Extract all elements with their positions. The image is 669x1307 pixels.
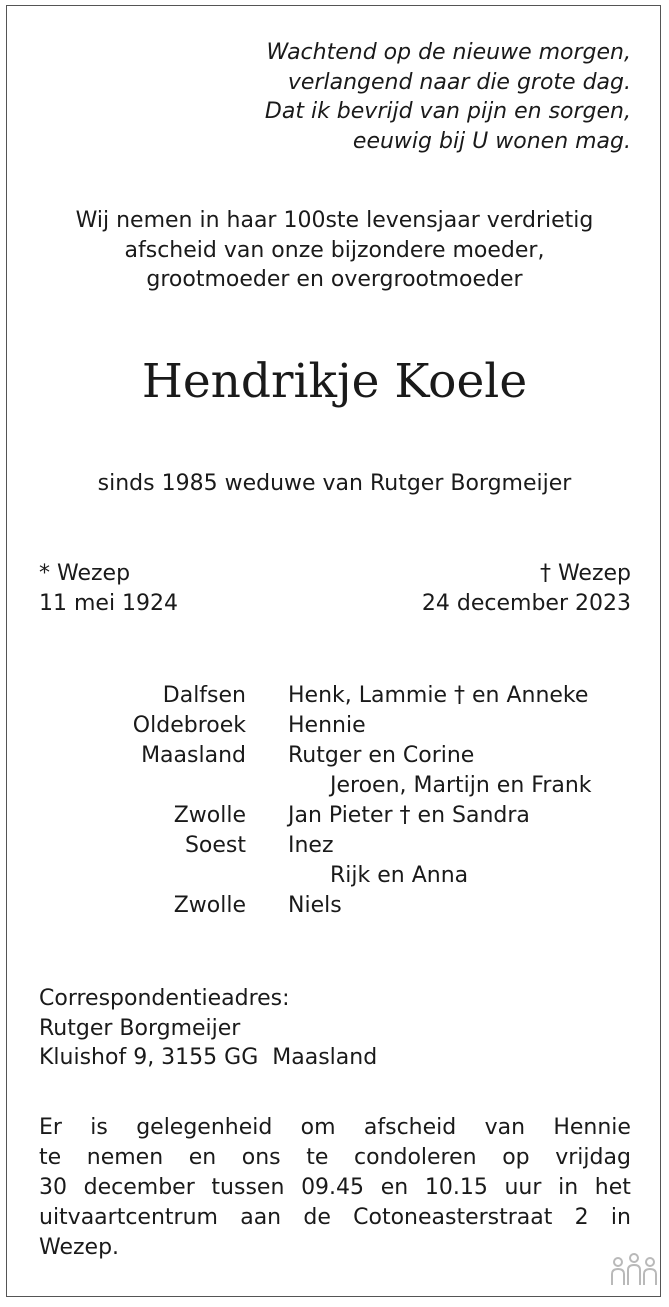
death-info <box>422 559 631 618</box>
closing-word: 09.45 <box>301 1175 365 1200</box>
family-list <box>0 681 669 921</box>
family-place: Zwolle <box>173 803 246 828</box>
correspondence-name: Rutger Borgmeijer <box>39 1015 241 1041</box>
family-row <box>0 711 669 741</box>
closing-word: en <box>188 1145 217 1170</box>
poem-line: eeuwig bij U wonen mag. <box>352 128 631 154</box>
intro-line: grootmoeder en overgrootmoeder <box>146 267 523 292</box>
closing-word: ons <box>241 1145 281 1170</box>
closing-word: gelegenheid <box>136 1115 273 1140</box>
closing-word: tussen <box>211 1175 285 1200</box>
closing-word: nemen <box>86 1145 164 1170</box>
closing-word: Cotoneasterstraat <box>353 1205 553 1230</box>
closing-line <box>39 1203 631 1233</box>
closing-word: uitvaartcentrum <box>39 1205 218 1230</box>
family-place: Maasland <box>141 743 246 768</box>
closing-line <box>39 1143 631 1173</box>
family-place: Zwolle <box>173 893 246 918</box>
birth-date: 11 mei 1924 <box>39 590 179 616</box>
family-names: Jan Pieter † en Sandra <box>288 803 530 828</box>
death-date: 24 december 2023 <box>421 590 631 616</box>
family-row <box>0 771 669 801</box>
closing-word: vrijdag <box>555 1145 631 1170</box>
family-names: Hennie <box>288 713 366 738</box>
intro-line: Wij nemen in haar 100ste levensjaar verdrietig <box>75 208 594 233</box>
family-row <box>0 681 669 711</box>
closing-word: aan <box>240 1205 282 1230</box>
family-row <box>0 801 669 831</box>
correspondence-heading: Correspondentieadres: <box>39 986 290 1011</box>
family-place: Oldebroek <box>132 713 246 738</box>
birth-place: * Wezep <box>39 561 131 586</box>
people-group-icon <box>609 1253 659 1287</box>
closing-word: is <box>90 1115 108 1140</box>
death-place: † Wezep <box>539 561 631 586</box>
closing-word: Er <box>39 1115 62 1140</box>
closing-word: in <box>610 1205 631 1230</box>
closing-word: afscheid <box>363 1115 457 1140</box>
family-place: Soest <box>184 833 246 858</box>
family-row <box>0 831 669 861</box>
correspondence-address <box>39 984 377 1073</box>
family-names: Henk, Lammie † en Anneke <box>288 683 589 708</box>
closing-word: te <box>39 1145 62 1170</box>
closing-line: Wezep. <box>39 1235 120 1260</box>
poem <box>265 38 631 156</box>
intro-text <box>0 206 669 295</box>
closing-paragraph <box>39 1113 631 1263</box>
poem-line: Wachtend op de nieuwe morgen, <box>266 40 631 65</box>
closing-word: Hennie <box>553 1115 631 1140</box>
closing-word: op <box>502 1145 530 1170</box>
widow-line: sinds 1985 weduwe van Rutger Borgmeijer <box>97 471 572 496</box>
family-names: Niels <box>288 893 342 918</box>
family-place: Dalfsen <box>162 683 246 708</box>
closing-word: in <box>558 1175 579 1200</box>
correspondence-street: Kluishof 9, 3155 GG Maasland <box>39 1045 378 1070</box>
announcement-border <box>6 5 661 1297</box>
family-row <box>0 741 669 771</box>
closing-word: de <box>303 1205 331 1230</box>
closing-word: te <box>306 1145 329 1170</box>
closing-word: condoleren <box>353 1145 477 1170</box>
family-names: Inez <box>288 833 334 858</box>
closing-word: om <box>300 1115 336 1140</box>
closing-word: 2 <box>574 1205 589 1230</box>
closing-word: en <box>380 1175 409 1200</box>
family-names: Jeroen, Martijn en Frank <box>330 773 592 798</box>
birth-info <box>39 559 178 618</box>
poem-line: verlangend naar die grote dag. <box>287 69 631 95</box>
deceased-name: Hendrikje Koele <box>141 354 528 409</box>
poem-line: Dat ik bevrijd van pijn en sorgen, <box>264 99 631 124</box>
closing-line <box>39 1173 631 1203</box>
family-names: Rutger en Corine <box>288 743 475 768</box>
intro-line: afscheid van onze bijzondere moeder, <box>124 237 545 263</box>
family-row <box>0 861 669 891</box>
closing-word: van <box>484 1115 526 1140</box>
closing-word: 30 <box>39 1175 67 1200</box>
family-row <box>0 891 669 921</box>
closing-word: december <box>83 1175 195 1200</box>
closing-word: uur <box>504 1175 542 1200</box>
closing-word: 10.15 <box>424 1175 488 1200</box>
closing-word: het <box>594 1175 631 1200</box>
family-names: Rijk en Anna <box>330 863 469 888</box>
closing-line <box>39 1113 631 1143</box>
